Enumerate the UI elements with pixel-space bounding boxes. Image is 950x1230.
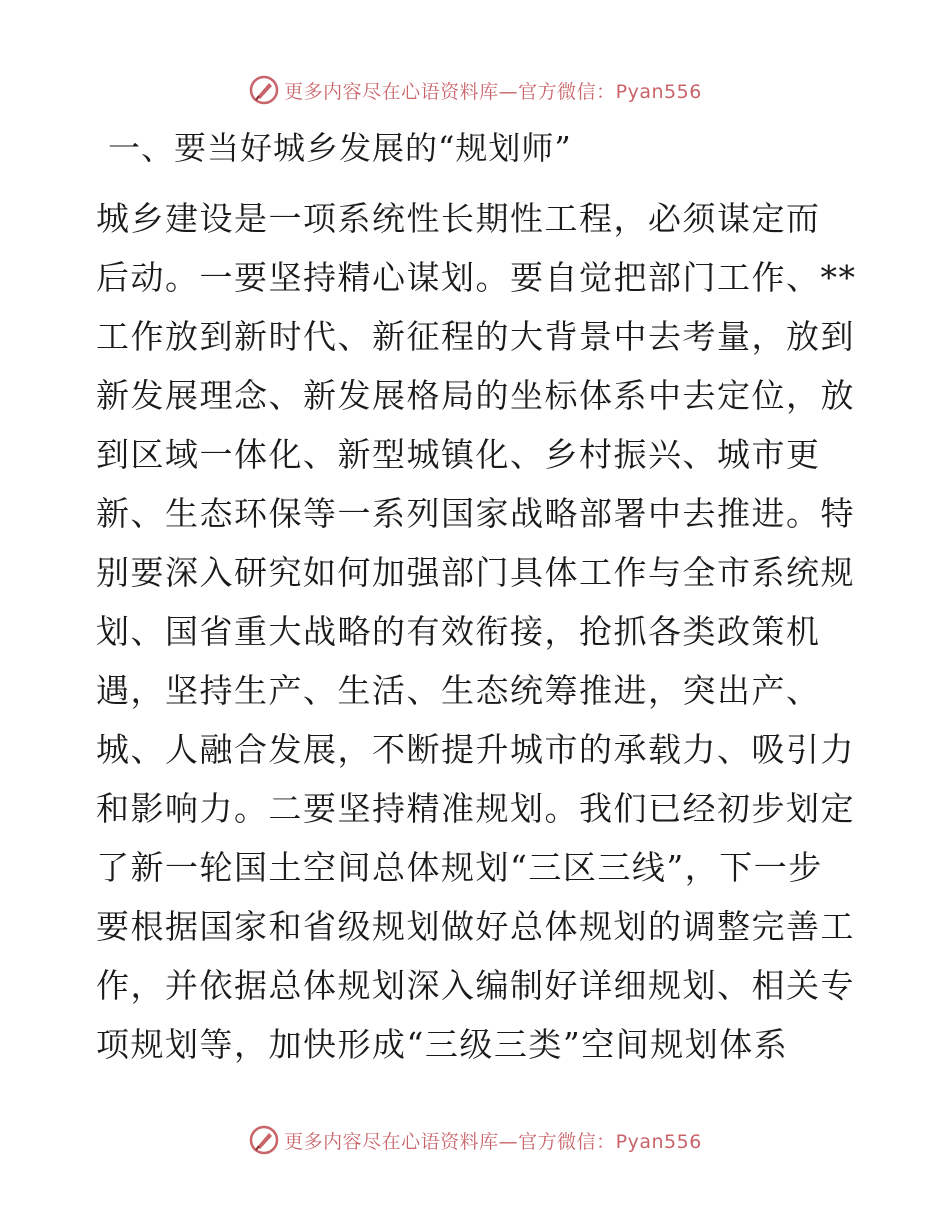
quill-logo-icon — [248, 74, 280, 106]
text-line: 和影响力。二要坚持精准规划。我们已经初步划定 — [96, 789, 855, 828]
text-line: 要根据国家和省级规划做好总体规划的调整完善工 — [96, 907, 855, 946]
text-line: 新发展理念、新发展格局的坐标体系中去定位，放 — [96, 376, 855, 415]
watermark-text-bottom: 更多内容尽在心语资料库—官方微信：Pyan556 — [284, 1130, 702, 1153]
text-line: 城乡建设是一项系统性长期性工程，必须谋定而 — [96, 199, 821, 238]
watermark-banner-bottom — [0, 1120, 950, 1160]
text-line: 城、人融合发展，不断提升城市的承载力、吸引力 — [96, 730, 855, 769]
text-line: 了新一轮国土空间总体规划“三区三线”，下一步 — [96, 848, 823, 887]
watermark-banner-top — [0, 70, 950, 110]
text-line: 新、生态环保等一系列国家战略部署中去推进。特 — [96, 494, 855, 533]
body-paragraph — [96, 195, 856, 1080]
text-line: 划、国省重大战略的有效衔接，抢抓各类政策机 — [96, 612, 821, 651]
text-line: 别要深入研究如何加强部门具体工作与全市系统规 — [96, 553, 855, 592]
section-heading: 一、要当好城乡发展的“规划师” — [108, 129, 572, 167]
quill-logo-icon — [248, 1124, 280, 1156]
text-line: 作，并依据总体规划深入编制好详细规划、相关专 — [96, 966, 855, 1005]
text-line: 到区域一体化、新型城镇化、乡村振兴、城市更 — [96, 435, 821, 474]
text-line: 项规划等，加快形成“三级三类”空间规划体系 — [96, 1025, 789, 1064]
text-line: 遇，坚持生产、生活、生态统筹推进，突出产、 — [96, 671, 821, 710]
text-line: 工作放到新时代、新征程的大背景中去考量，放到 — [96, 317, 855, 356]
text-line: 后动。一要坚持精心谋划。要自觉把部门工作、** — [96, 258, 857, 297]
watermark-text-top: 更多内容尽在心语资料库—官方微信：Pyan556 — [284, 80, 702, 103]
